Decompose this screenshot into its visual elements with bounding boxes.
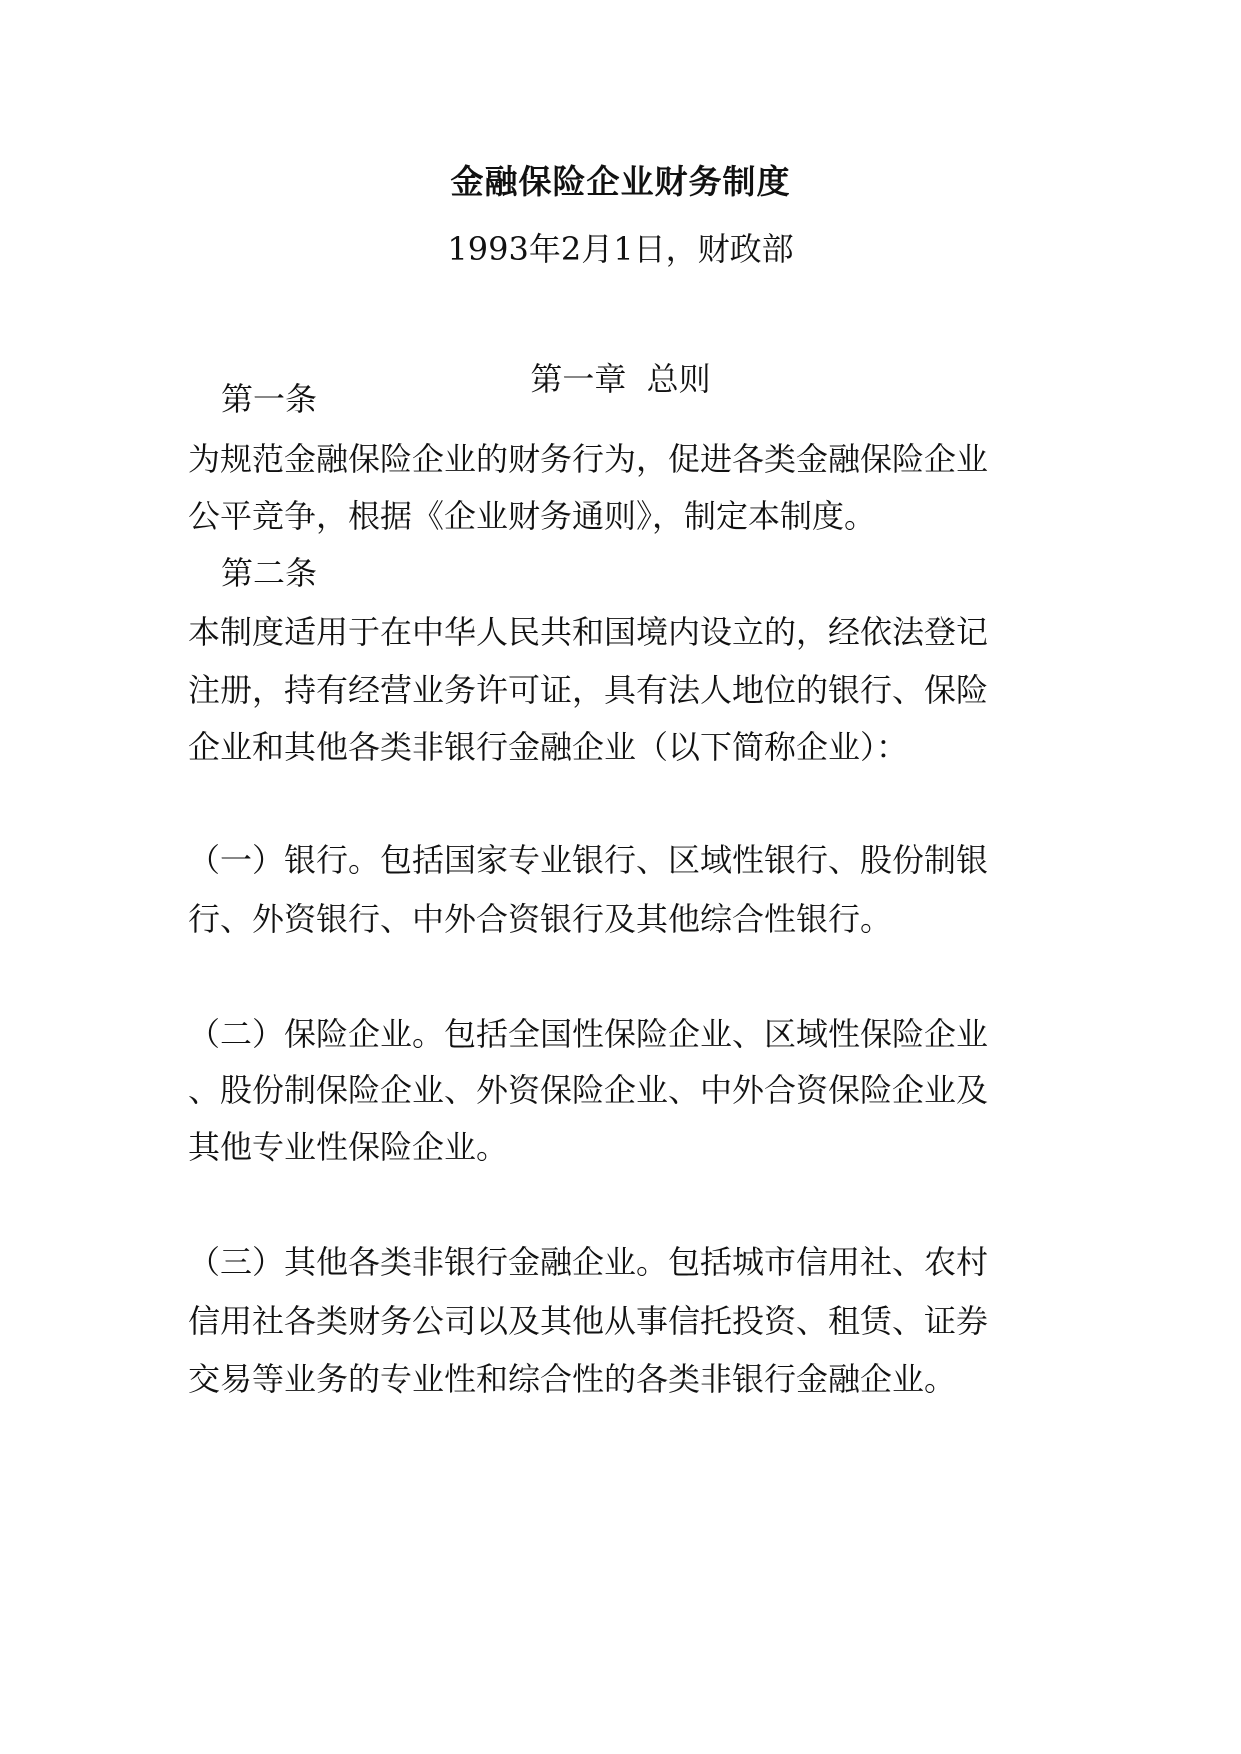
- article-2-line-2: 注册，持有经营业务许可证，具有法人地位的银行、保险: [188, 671, 989, 709]
- article-2-line-1: 本制度适用于在中华人民共和国境内设立的，经依法登记: [188, 613, 989, 651]
- document-title: 金融保险企业财务制度: [450, 162, 791, 201]
- item-2-line-3: 其他专业性保险企业。: [188, 1128, 509, 1166]
- document-date-issuer: 1993年2月1日，财政部: [447, 230, 794, 268]
- article-1-line-1: 为规范金融保险企业的财务行为，促进各类金融保险企业: [188, 440, 989, 478]
- article-2-label: 第二条: [221, 554, 318, 592]
- item-1-line-1: （一）银行。包括国家专业银行、区域性银行、股份制银: [188, 841, 989, 879]
- article-1-label: 第一条: [221, 380, 318, 418]
- item-3-line-1: （三）其他各类非银行金融企业。包括城市信用社、农村: [188, 1243, 989, 1281]
- item-1-line-2: 行、外资银行、中外合资银行及其他综合性银行。: [188, 900, 893, 938]
- item-2-line-2: 、股份制保险企业、外资保险企业、中外合资保险企业及: [188, 1071, 989, 1109]
- item-3-line-3: 交易等业务的专业性和综合性的各类非银行金融企业。: [188, 1360, 957, 1398]
- item-3-line-2: 信用社各类财务公司以及其他从事信托投资、租赁、证券: [188, 1302, 989, 1340]
- article-1-line-2: 公平竞争，根据《企业财务通则》，制定本制度。: [188, 497, 877, 535]
- item-2-line-1: （二）保险企业。包括全国性保险企业、区域性保险企业: [188, 1015, 989, 1053]
- article-2-line-3: 企业和其他各类非银行金融企业（以下简称企业）：: [188, 728, 909, 766]
- chapter-heading: 第一章 总则: [530, 360, 711, 398]
